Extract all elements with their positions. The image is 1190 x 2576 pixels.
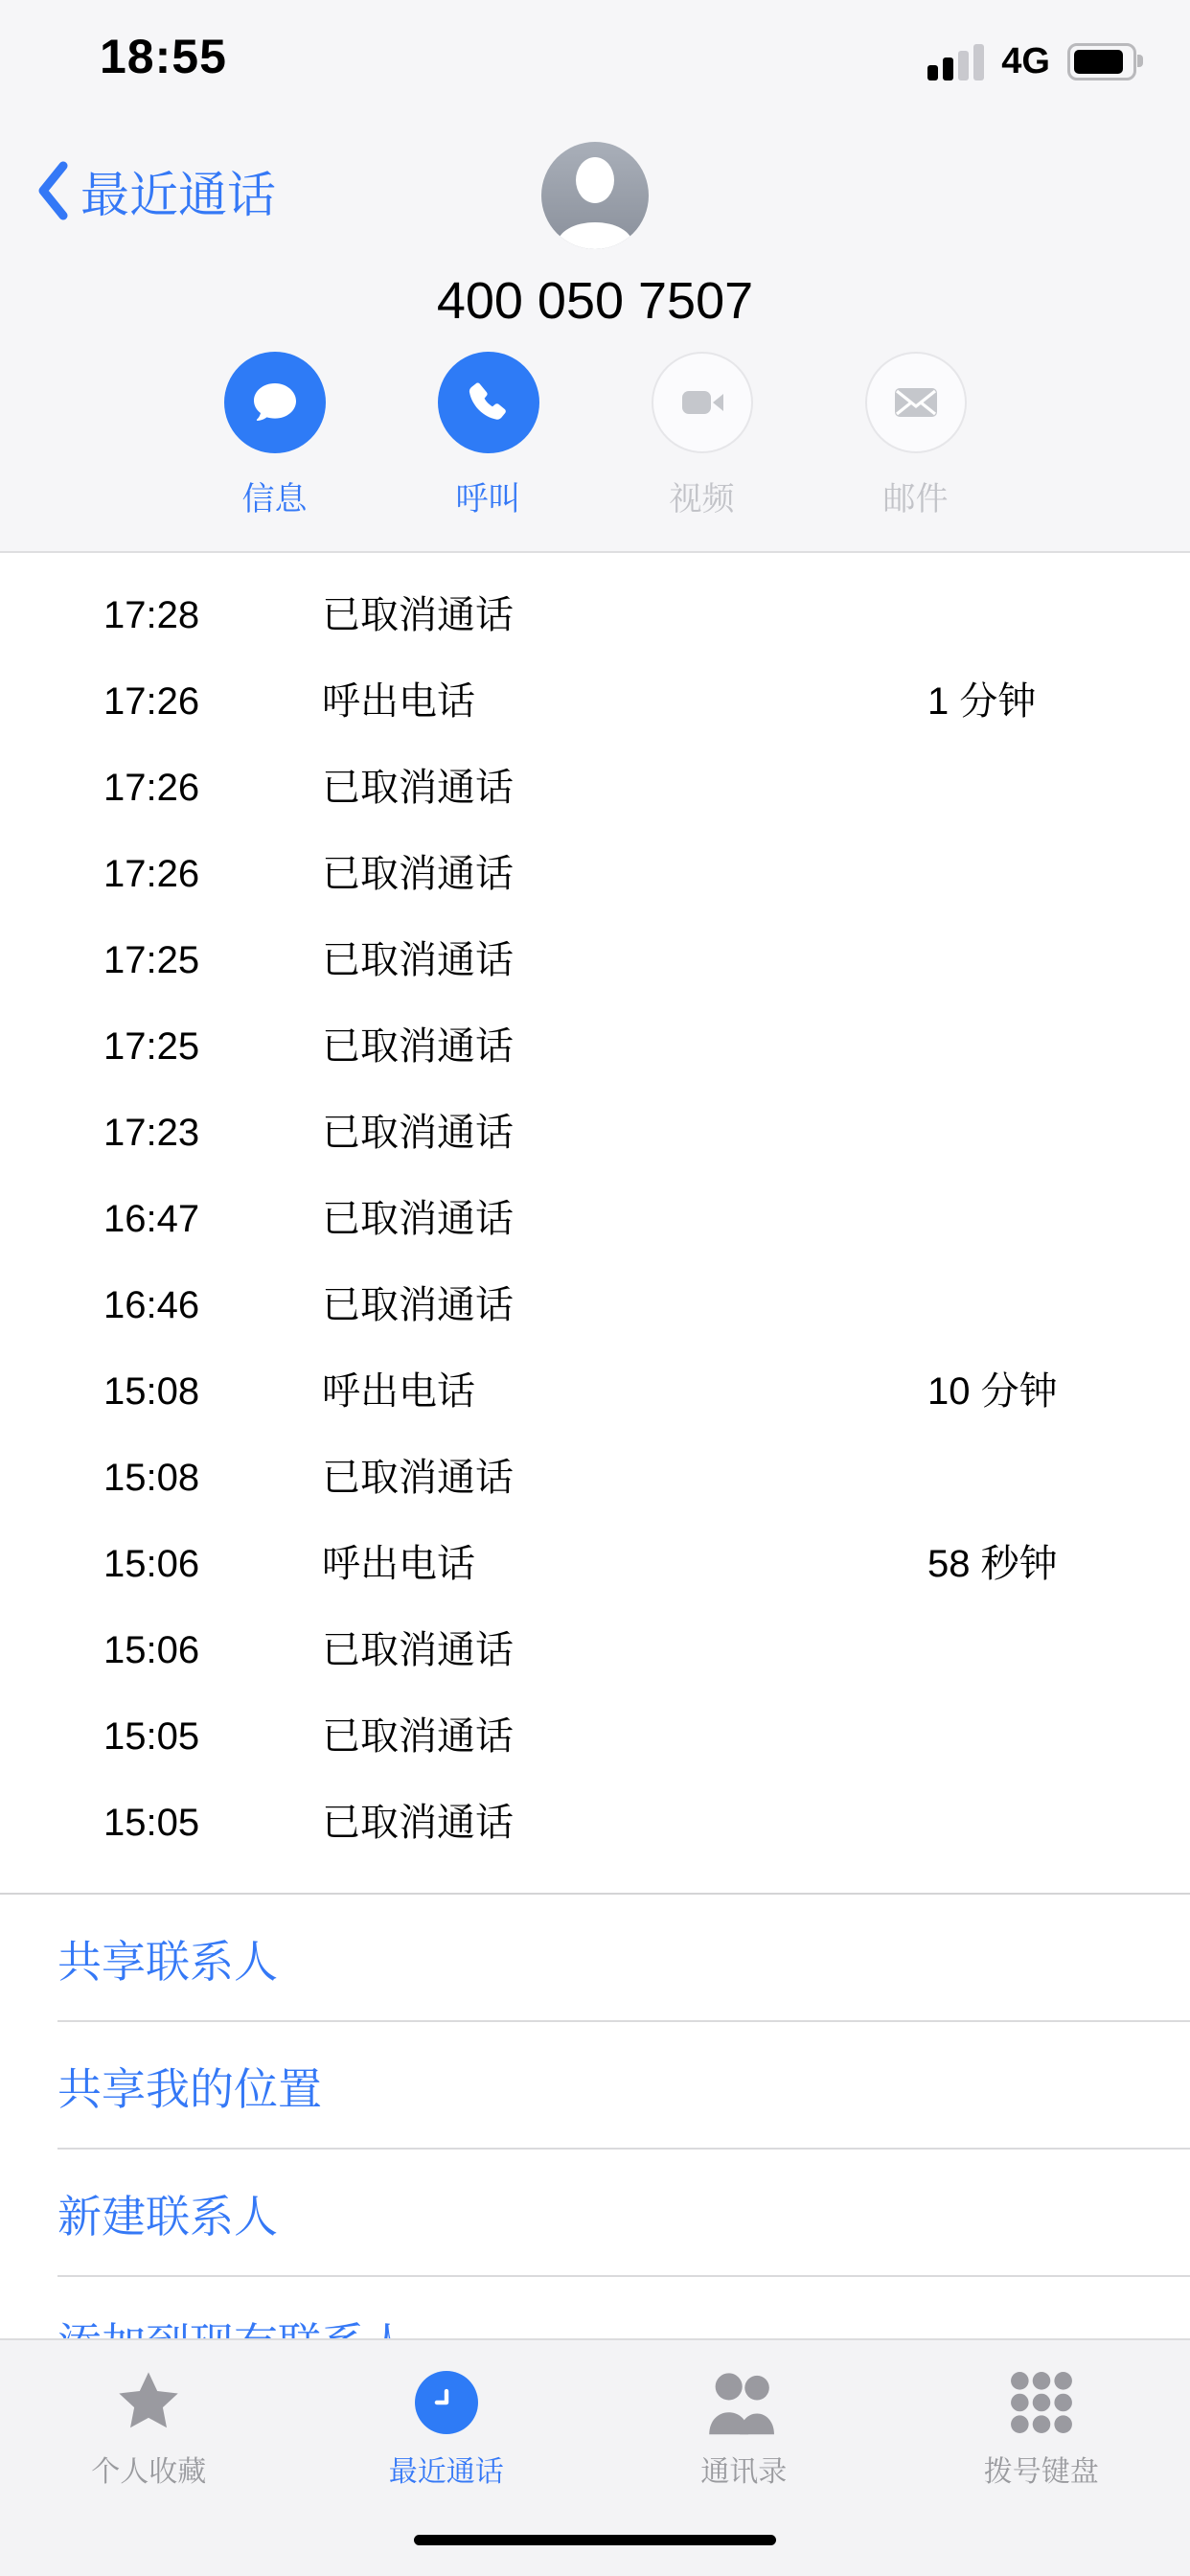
call-log-list (0, 555, 1190, 1866)
contact-action-link[interactable] (0, 2150, 1190, 2277)
call-time: 15:06 (103, 1543, 200, 1585)
call-time: 15:08 (103, 1370, 200, 1413)
phone-icon (462, 376, 515, 429)
call-type-label: 已取消通话 (322, 939, 514, 981)
contact-header (0, 0, 1190, 553)
call-log-row (0, 1435, 1190, 1521)
contact-action-links (0, 1893, 1190, 2404)
message-label: 信息 (241, 481, 308, 518)
call-log-row (0, 1090, 1190, 1176)
call-button[interactable] (381, 352, 595, 519)
call-time: 17:26 (103, 767, 200, 809)
call-type-label: 已取消通话 (322, 1198, 514, 1240)
video-camera-icon (675, 376, 729, 429)
tab-keypad-label: 拨号键盘 (983, 2456, 1099, 2488)
call-log-row (0, 658, 1190, 745)
call-time: 15:06 (103, 1629, 200, 1671)
call-type-label: 已取消通话 (322, 853, 514, 895)
call-log-row (0, 1348, 1190, 1435)
link-label: 共享联系人 (57, 1936, 278, 1987)
status-icons (927, 40, 1136, 82)
call-type-label: 呼出电话 (322, 680, 475, 723)
call-duration: 58 秒钟 (927, 1543, 1058, 1585)
back-label: 最近通话 (80, 168, 277, 222)
contact-action-link[interactable] (0, 2022, 1190, 2150)
video-button[interactable] (595, 352, 809, 519)
call-log-row (0, 1607, 1190, 1693)
call-log-row (0, 1003, 1190, 1090)
link-label: 新建联系人 (57, 2191, 278, 2242)
network-type-label: 4G (1001, 40, 1050, 81)
call-log-row (0, 1521, 1190, 1607)
call-type-label: 已取消通话 (322, 1025, 514, 1068)
back-button[interactable] (34, 155, 276, 226)
mail-button[interactable] (809, 352, 1022, 519)
tab-contacts-label: 通讯录 (700, 2456, 788, 2488)
call-log-row (0, 1262, 1190, 1348)
call-log-row (0, 1693, 1190, 1780)
chevron-left-icon (34, 160, 69, 221)
call-time: 16:47 (103, 1198, 200, 1240)
home-indicator[interactable] (414, 2535, 776, 2545)
call-log-row (0, 572, 1190, 658)
cellular-signal-icon (927, 42, 984, 80)
video-label: 视频 (669, 481, 735, 518)
call-time: 17:26 (103, 680, 200, 723)
call-time: 17:25 (103, 939, 200, 981)
call-type-label: 已取消通话 (322, 1284, 514, 1326)
tab-favorites[interactable] (0, 2340, 298, 2576)
contact-phone-number: 400 050 7507 (436, 272, 754, 330)
tab-recents-label: 最近通话 (388, 2456, 504, 2488)
call-type-label: 呼出电话 (322, 1370, 475, 1413)
call-type-label: 已取消通话 (322, 767, 514, 809)
call-time: 15:05 (103, 1715, 200, 1758)
message-button[interactable] (168, 352, 381, 519)
call-type-label: 呼出电话 (322, 1543, 475, 1585)
call-time: 16:46 (103, 1284, 200, 1326)
call-time: 17:26 (103, 853, 200, 895)
call-time: 15:08 (103, 1457, 200, 1499)
call-time: 17:25 (103, 1025, 200, 1068)
call-type-label: 已取消通话 (322, 1715, 514, 1758)
call-time: 17:23 (103, 1112, 200, 1154)
keypad-icon (1009, 2370, 1074, 2435)
call-type-label: 已取消通话 (322, 1457, 514, 1499)
recents-clock-icon (415, 2371, 478, 2434)
status-time: 18:55 (100, 30, 227, 83)
contacts-icon (699, 2370, 788, 2435)
message-bubble-icon (248, 376, 302, 429)
tab-keypad[interactable] (893, 2340, 1190, 2576)
call-time: 17:28 (103, 594, 200, 636)
mail-label: 邮件 (882, 481, 949, 518)
tab-favorites-label: 个人收藏 (91, 2456, 207, 2488)
call-label: 呼叫 (455, 481, 521, 518)
call-type-label: 已取消通话 (322, 1802, 514, 1844)
call-log-row (0, 917, 1190, 1003)
call-log-row (0, 1176, 1190, 1262)
avatar (541, 142, 649, 249)
call-log-row (0, 745, 1190, 831)
call-time: 15:05 (103, 1802, 200, 1844)
quick-actions (168, 352, 1022, 519)
star-icon (110, 2366, 187, 2439)
call-log-row (0, 1780, 1190, 1866)
call-log-row (0, 831, 1190, 917)
call-type-label: 已取消通话 (322, 594, 514, 636)
battery-icon (1067, 43, 1136, 80)
link-label: 共享我的位置 (57, 2063, 322, 2114)
contact-action-link[interactable] (0, 1895, 1190, 2022)
call-duration: 10 分钟 (927, 1370, 1058, 1413)
call-type-label: 已取消通话 (322, 1112, 514, 1154)
call-duration: 1 分钟 (927, 680, 1037, 723)
mail-envelope-icon (889, 376, 943, 429)
call-type-label: 已取消通话 (322, 1629, 514, 1671)
